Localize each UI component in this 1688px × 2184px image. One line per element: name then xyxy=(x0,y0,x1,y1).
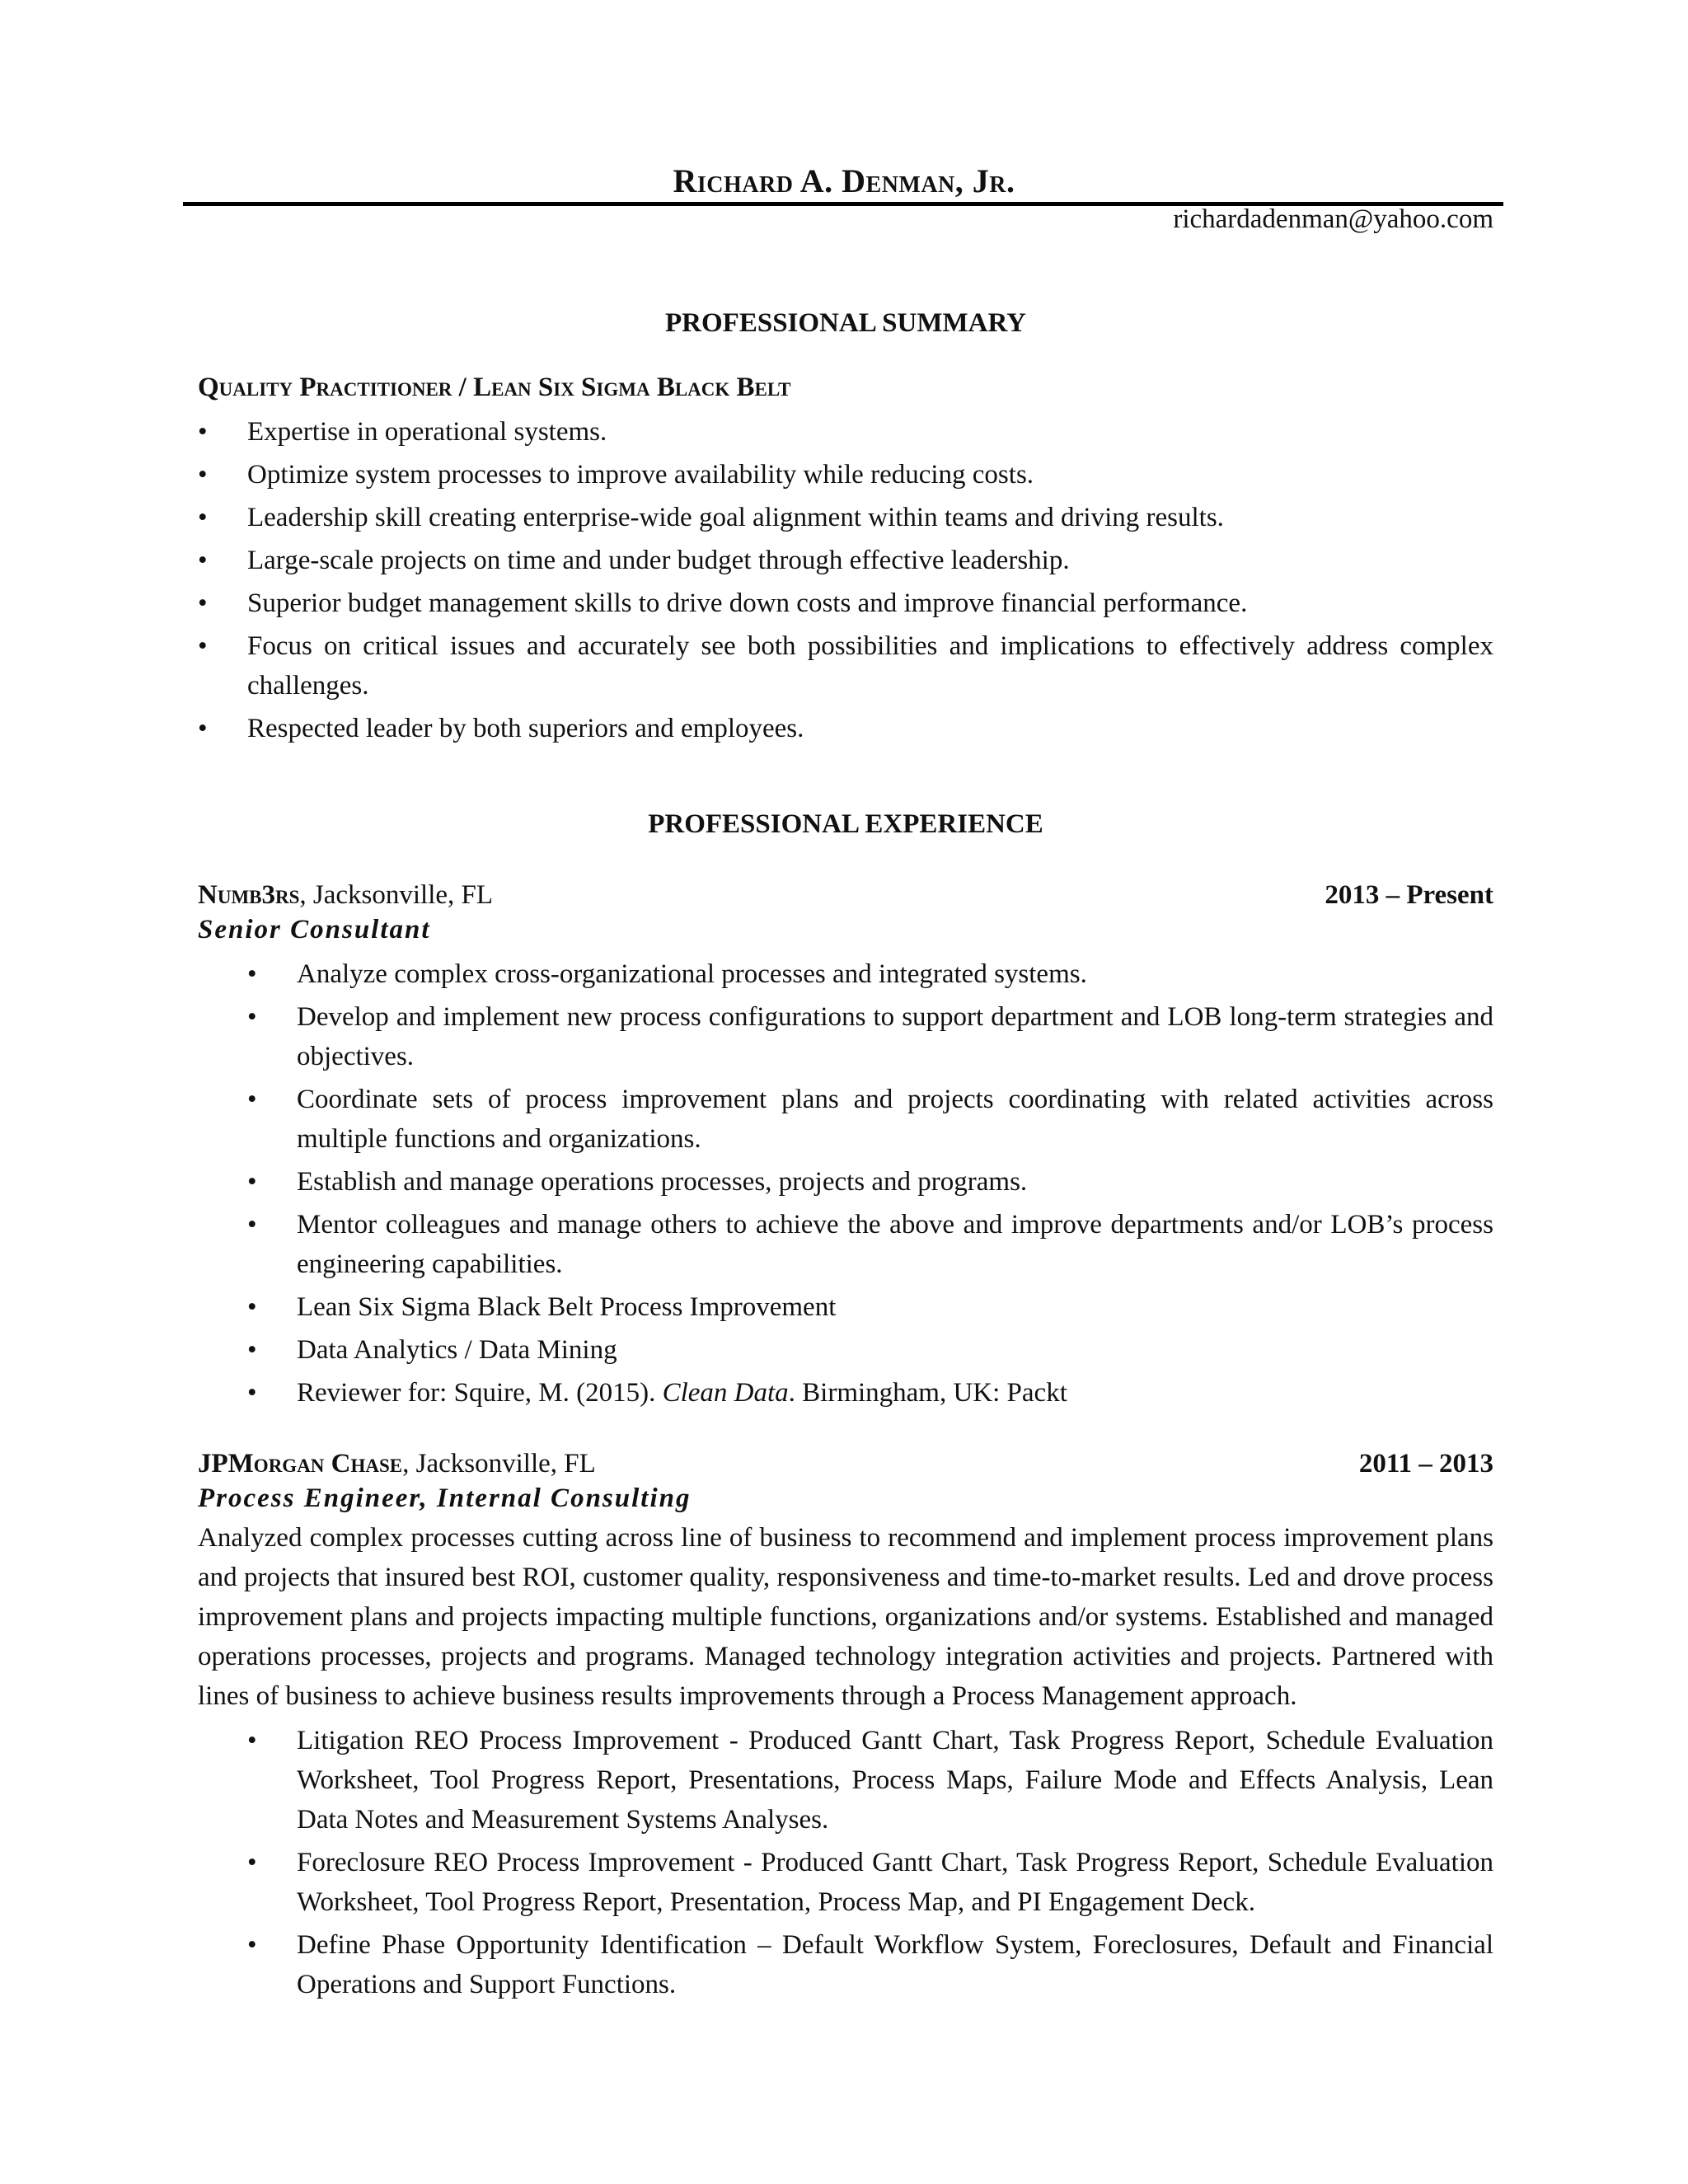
reviewer-prefix: Reviewer for: Squire, M. (2015). xyxy=(297,1378,663,1408)
book-title: Clean Data xyxy=(662,1378,789,1408)
job-header-line xyxy=(198,1444,1493,1483)
job-header-line xyxy=(198,875,1493,915)
job-bullet-list xyxy=(198,954,1493,1413)
job-bullet: • Develop and implement new process configurations to support department and LOB long-term strategies and objectives. xyxy=(198,997,1493,1076)
job-bullet: • Data Analytics / Data Mining xyxy=(198,1330,1493,1370)
summary-subtitle: Quality Practitioner / Lean Six Sigma Black Belt xyxy=(198,373,791,402)
job-bullet: • Lean Six Sigma Black Belt Process Improvement xyxy=(198,1287,1493,1327)
job-bullet: • Define Phase Opportunity Identification – Default Workflow System, Foreclosures, Default and Financial Operations and Support Functions. xyxy=(198,1925,1493,2004)
summary-bullet: • Respected leader by both superiors and employees. xyxy=(198,709,1493,748)
reviewer-suffix: . Birmingham, UK: Packt xyxy=(788,1378,1067,1408)
job-location: , Jacksonville, FL xyxy=(299,880,494,910)
employer-line xyxy=(198,875,493,915)
company-name: Numb3rs xyxy=(198,880,300,910)
summary-bullet-list xyxy=(198,412,1493,748)
job-bullet: • Litigation REO Process Improvement - Produced Gantt Chart, Task Progress Report, Schedule Evaluation Worksheet, Tool Progress Report, Presentations, Process Maps, Failure Mode and Effects Analysis, Lean Data Notes and Measurement Systems Analyses. xyxy=(198,1721,1493,1840)
job-location: , Jacksonville, FL xyxy=(402,1449,596,1479)
candidate-email: richardadenman@yahoo.com xyxy=(1173,204,1493,234)
resume-body xyxy=(198,303,1493,2008)
summary-bullet: • Superior budget management skills to drive down costs and improve financial performance. xyxy=(198,583,1493,623)
summary-bullet: • Expertise in operational systems. xyxy=(198,412,1493,452)
job-bullet-list xyxy=(198,1721,1493,2004)
job-title: Process Engineer, Internal Consulting xyxy=(198,1483,692,1513)
job-bullet: • Mentor colleagues and manage others to achieve the above and improve departments and/or LOB’s process engineering capabilities. xyxy=(198,1205,1493,1284)
job-entry-numb3rs xyxy=(198,875,1493,1413)
professional-summary-heading: PROFESSIONAL SUMMARY xyxy=(665,308,1026,338)
job-dates: 2013 – Present xyxy=(1325,880,1493,910)
job-bullet: • Coordinate sets of process improvement plans and projects coordinating with related activities across multiple functions and organizations. xyxy=(198,1080,1493,1159)
employer-line xyxy=(198,1444,596,1483)
job-dates: 2011 – 2013 xyxy=(1358,1449,1493,1479)
job-bullet: • Analyze complex cross-organizational processes and integrated systems. xyxy=(198,954,1493,994)
candidate-name: Richard A. Denman, Jr. xyxy=(673,162,1015,199)
job-bullet: • Foreclosure REO Process Improvement - Produced Gantt Chart, Task Progress Report, Schedule Evaluation Worksheet, Tool Progress Report, Presentation, Process Map, and PI Engagement Deck. xyxy=(198,1843,1493,1922)
job-title: Senior Consultant xyxy=(198,915,431,944)
job-entry-jpmorgan xyxy=(198,1444,1493,2004)
company-name: JPMorgan Chase xyxy=(198,1449,403,1479)
summary-bullet: • Focus on critical issues and accurately see both possibilities and implications to effectively address complex challenges. xyxy=(198,626,1493,705)
reviewer-bullet xyxy=(198,1373,1493,1413)
summary-bullet: • Optimize system processes to improve availability while reducing costs. xyxy=(198,455,1493,494)
professional-experience-heading: PROFESSIONAL EXPERIENCE xyxy=(648,809,1043,839)
job-bullet: • Establish and manage operations processes, projects and programs. xyxy=(198,1162,1493,1202)
summary-bullet: • Large-scale projects on time and under budget through effective leadership. xyxy=(198,541,1493,580)
job-description: Analyzed complex processes cutting across line of business to recommend and implement process improvement plans and projects that insured best ROI, customer quality, responsiveness and time-to-market results. Led and drove process improvement plans and projects impacting multiple functions, organizations and/or systems. Established and managed operations processes, projects and programs. Managed technology integration activities and projects. Partnered with lines of business to achieve business results improvements through a Process Management approach. xyxy=(198,1523,1493,1711)
summary-bullet: • Leadership skill creating enterprise-wide goal alignment within teams and driving results. xyxy=(198,498,1493,537)
